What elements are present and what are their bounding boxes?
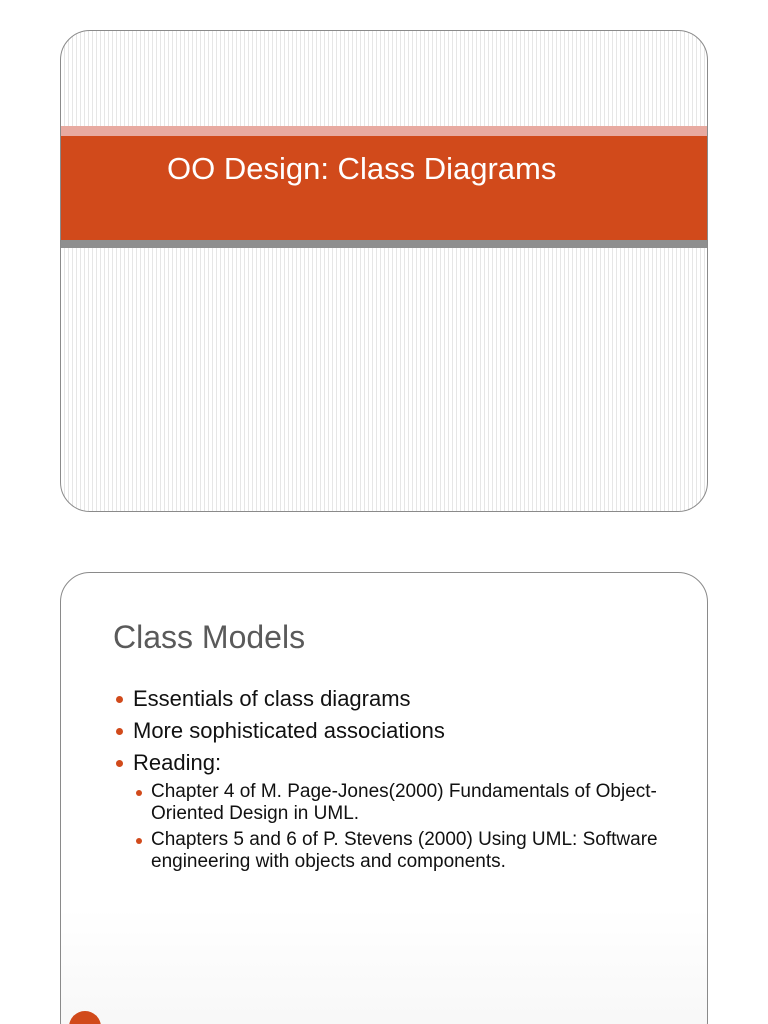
slide-title: Class Models [113,619,306,655]
bullet-text: Essentials of class diagrams [133,686,411,711]
sub-bullet-item: Chapter 4 of M. Page-Jones(2000) Fundamentals of Object-Oriented Design in UML. [133,781,683,825]
title-band-bottom-stripe [61,240,707,248]
bullet-text: Reading: [133,750,222,775]
sub-bullet-item: Chapters 5 and 6 of P. Stevens (2000) Using UML: Software engineering with objects and components. [133,829,683,873]
slide-number-badge [69,1011,101,1024]
title-slide [60,30,708,512]
bullet-item [113,715,683,747]
footer-left-text [125,1017,225,1024]
bullet-text: More sophisticated associations [133,718,445,743]
content-slide [60,572,708,1024]
presentation-title: OO Design: Class Diagrams [167,151,557,186]
bullet-list [113,683,683,877]
title-band-top-stripe [61,126,707,136]
sub-bullet-list [133,781,683,873]
footer-right-text [465,1017,645,1024]
bullet-item [113,747,683,873]
bullet-item [113,683,683,715]
